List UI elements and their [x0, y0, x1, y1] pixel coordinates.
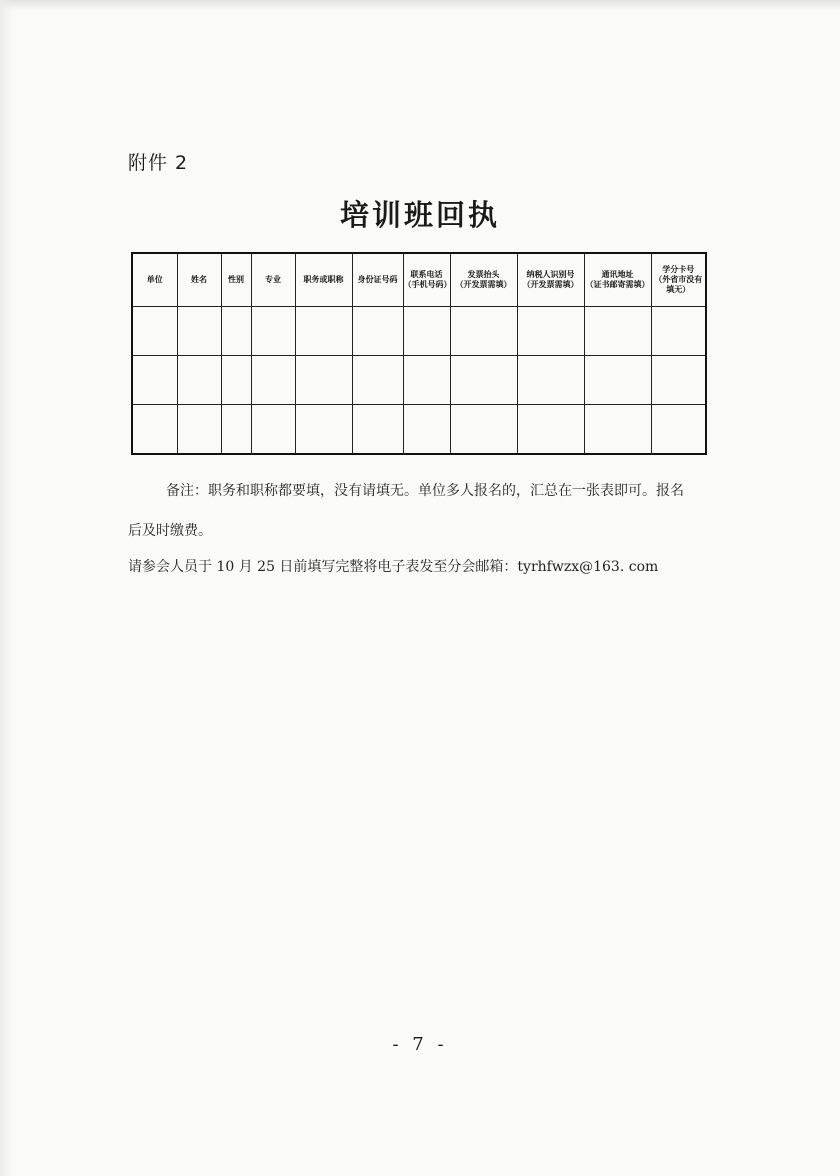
form-cell[interactable] — [177, 307, 221, 356]
column-header-text: （证书邮寄需填） — [585, 280, 650, 289]
form-cell[interactable] — [295, 307, 352, 356]
column-header-text: 姓名 — [191, 275, 207, 284]
table-row — [132, 356, 706, 405]
form-cell[interactable] — [221, 405, 251, 455]
document-title: 培训班回执 — [339, 198, 500, 232]
column-header-text: （外省市没有 — [654, 275, 703, 284]
column-header-text: （手机号码） — [403, 280, 452, 289]
remark-line-2: 后及时缴费。 — [128, 523, 212, 539]
form-cell[interactable] — [177, 405, 221, 455]
form-cell[interactable] — [132, 405, 177, 455]
column-header — [177, 253, 221, 307]
form-cell[interactable] — [221, 307, 251, 356]
form-cell[interactable] — [403, 307, 450, 356]
column-header-text: （开发票需填） — [455, 280, 512, 289]
column-header-text: （开发票需填） — [522, 280, 579, 289]
attachment-label: 附件 2 — [128, 152, 189, 174]
form-cell[interactable] — [584, 356, 651, 405]
column-header — [450, 253, 517, 307]
column-header — [651, 253, 706, 307]
column-header — [251, 253, 295, 307]
column-header-text: 通讯地址 — [601, 270, 634, 279]
column-header-text: 纳税人识别号 — [526, 270, 575, 279]
scan-shadow-left — [0, 0, 14, 1176]
form-cell[interactable] — [352, 307, 403, 356]
table-row — [132, 307, 706, 356]
form-cell[interactable] — [403, 356, 450, 405]
remark-line-1: 备注：职务和职称都要填，没有请填无。单位多人报名的，汇总在一张表即可。报名 — [166, 483, 684, 499]
form-cell[interactable] — [295, 405, 352, 455]
form-cell[interactable] — [295, 356, 352, 405]
form-cell[interactable] — [352, 356, 403, 405]
form-cell[interactable] — [352, 405, 403, 455]
column-header-text: 学分卡号 — [662, 265, 695, 274]
column-header-text: 专业 — [265, 275, 281, 284]
table-row — [132, 405, 706, 455]
scan-shadow-top — [0, 0, 840, 10]
column-header-text: 职务或职称 — [303, 275, 344, 284]
form-cell[interactable] — [517, 356, 584, 405]
column-header-text: 单位 — [146, 275, 163, 284]
column-header-text: 身份证号码 — [357, 275, 398, 284]
form-cell[interactable] — [251, 307, 295, 356]
form-cell[interactable] — [251, 356, 295, 405]
column-header-text: 填无） — [666, 285, 691, 294]
column-header — [132, 253, 177, 307]
column-header-text: 发票抬头 — [467, 270, 500, 279]
form-cell[interactable] — [132, 307, 177, 356]
column-header — [584, 253, 651, 307]
form-cell[interactable] — [651, 405, 706, 455]
column-header — [221, 253, 251, 307]
form-cell[interactable] — [517, 405, 584, 455]
form-cell[interactable] — [584, 405, 651, 455]
form-cell[interactable] — [517, 307, 584, 356]
column-header-text: 联系电话 — [410, 270, 443, 279]
column-header-text: 性别 — [228, 275, 244, 284]
form-cell[interactable] — [584, 307, 651, 356]
column-header — [403, 253, 450, 307]
registration-table — [131, 252, 707, 455]
table-header-row — [132, 253, 706, 307]
submission-instruction: 请参会人员于 10 月 25 日前填写完整将电子表发至分会邮箱：tyrhfwzx@163. com — [128, 559, 659, 575]
column-header — [352, 253, 403, 307]
form-cell[interactable] — [221, 356, 251, 405]
form-cell[interactable] — [132, 356, 177, 405]
column-header — [517, 253, 584, 307]
table-body — [132, 307, 706, 455]
form-cell[interactable] — [450, 356, 517, 405]
form-cell[interactable] — [450, 405, 517, 455]
form-cell[interactable] — [651, 356, 706, 405]
page-number: - 7 - — [392, 1034, 448, 1055]
form-cell[interactable] — [450, 307, 517, 356]
form-cell[interactable] — [251, 405, 295, 455]
column-header — [295, 253, 352, 307]
form-cell[interactable] — [177, 356, 221, 405]
form-cell[interactable] — [403, 405, 450, 455]
form-cell[interactable] — [651, 307, 706, 356]
